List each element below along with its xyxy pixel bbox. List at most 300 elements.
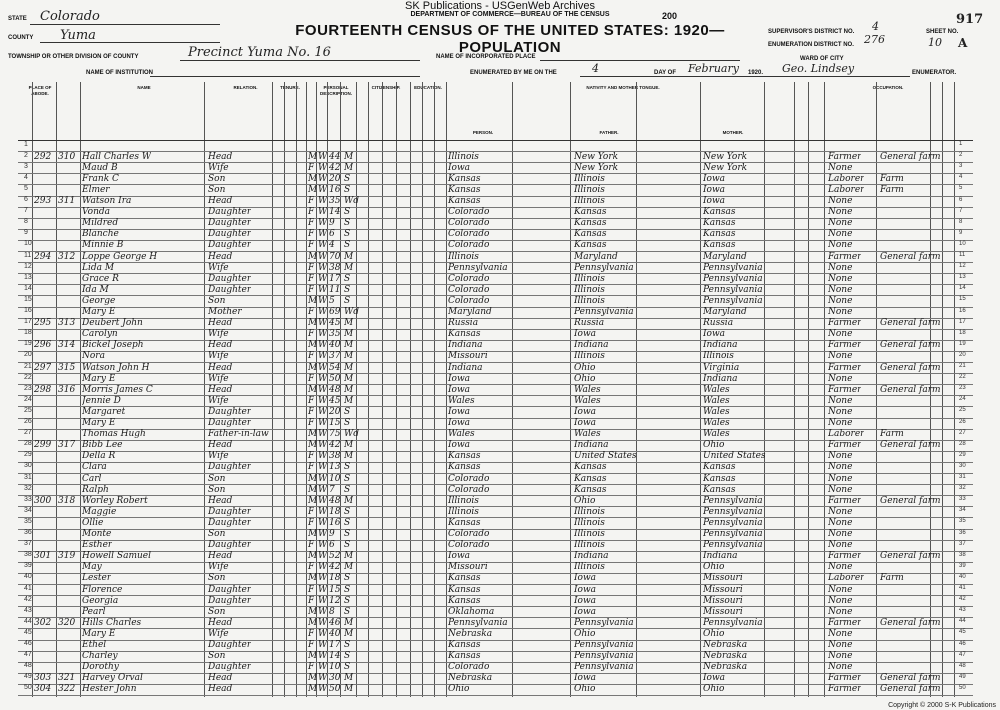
- cell-mother-bp: Kansas: [703, 484, 736, 495]
- cell-sex: M: [308, 495, 318, 506]
- cell-mother-bp: Pennsylvania: [703, 506, 763, 517]
- cell-occupation: None: [828, 484, 853, 495]
- cell-occupation: Farmer: [828, 318, 862, 329]
- cell-name: Minnie B: [82, 240, 124, 251]
- cell-birthplace: Colorado: [448, 529, 490, 539]
- cell-marital: M: [344, 673, 354, 684]
- cell-sex: F: [308, 462, 315, 473]
- cell-relation: Head: [208, 151, 233, 162]
- cell-birthplace: Oklahoma: [448, 606, 495, 617]
- cell-occupation: None: [828, 517, 853, 528]
- cell-marital: M: [344, 373, 354, 384]
- cell-race: W: [318, 462, 328, 473]
- cell-sex: M: [308, 318, 318, 329]
- cell-relation: Wife: [208, 351, 229, 362]
- cell-industry: General farm: [880, 617, 941, 628]
- cell-relation: Daughter: [208, 595, 252, 606]
- cell-relation: Head: [208, 673, 233, 684]
- cell-age: 17: [329, 273, 341, 284]
- cell-rownum: 3: [24, 162, 28, 170]
- cell-marital: M: [344, 162, 354, 173]
- cell-marital: M: [344, 262, 354, 273]
- cell-age: 30: [329, 673, 341, 684]
- cell-race: W: [318, 606, 328, 617]
- cell-occupation: None: [828, 240, 853, 251]
- cell-name: Hall Charles W: [82, 151, 152, 162]
- cell-rownum: 30: [24, 462, 32, 470]
- right-row-number: 28: [959, 440, 966, 447]
- cell-marital: S: [344, 418, 351, 428]
- township-underline: [180, 60, 420, 61]
- cell-dwelling: 292: [34, 151, 52, 162]
- cell-family: 321: [58, 673, 76, 684]
- cell-dwelling: 302: [34, 617, 52, 628]
- cell-father-bp: Illinois: [574, 295, 605, 306]
- right-row-number: 11: [959, 252, 966, 258]
- cell-father-bp: Illinois: [574, 284, 605, 295]
- right-row-number: 48: [959, 662, 966, 669]
- county-label: COUNTY: [8, 35, 34, 41]
- cell-age: 20: [329, 173, 341, 184]
- cell-rownum: 42: [24, 595, 32, 603]
- cell-occupation: Laborer: [828, 184, 865, 195]
- cell-father-bp: Illinois: [574, 173, 605, 184]
- cell-age: 16: [329, 517, 341, 528]
- cell-relation: Wife: [208, 373, 229, 384]
- cell-family: 315: [58, 362, 76, 373]
- department-line: DEPARTMENT OF COMMERCE—BUREAU OF THE CENSUS: [410, 11, 610, 18]
- cell-birthplace: Kansas: [448, 640, 481, 650]
- cell-marital: M: [344, 551, 354, 562]
- cell-mother-bp: Iowa: [703, 173, 726, 184]
- cell-occupation: Laborer: [828, 429, 865, 440]
- cell-marital: S: [344, 229, 351, 240]
- right-row-number: 13: [959, 274, 966, 281]
- cell-occupation: None: [828, 307, 853, 317]
- cell-marital: M: [344, 318, 354, 329]
- right-row-number: 46: [959, 640, 966, 647]
- cell-birthplace: Indiana: [448, 362, 483, 373]
- cell-dwelling: 299: [34, 440, 52, 451]
- county-value: Yuma: [60, 28, 96, 43]
- cell-race: W: [318, 384, 328, 395]
- state-underline: [30, 24, 220, 25]
- cell-occupation: Farmer: [828, 340, 862, 351]
- cell-relation: Daughter: [208, 540, 252, 551]
- cell-father-bp: Ohio: [574, 684, 596, 695]
- cell-occupation: None: [828, 329, 853, 340]
- cell-occupation: None: [828, 606, 853, 617]
- cell-rownum: 15: [24, 295, 32, 303]
- cell-family: 311: [58, 196, 76, 206]
- cell-marital: S: [344, 662, 351, 673]
- cell-mother-bp: Missouri: [703, 606, 743, 617]
- cell-relation: Wife: [208, 395, 229, 406]
- cell-industry: General farm: [880, 684, 941, 695]
- cell-age: 9: [329, 218, 335, 229]
- right-row-number: 31: [959, 474, 966, 480]
- cell-relation: Daughter: [208, 229, 252, 240]
- cell-birthplace: Kansas: [448, 595, 481, 606]
- cell-age: 42: [329, 562, 341, 573]
- cell-sex: M: [308, 251, 318, 262]
- county-underline: [40, 42, 220, 43]
- cell-father-bp: Illinois: [574, 540, 605, 551]
- cell-sex: M: [308, 173, 318, 184]
- cell-sex: F: [308, 562, 315, 573]
- cell-marital: S: [344, 573, 351, 584]
- cell-sex: M: [308, 384, 318, 395]
- cell-family: 310: [58, 151, 76, 162]
- cell-sex: F: [308, 329, 315, 340]
- cell-dwelling: 293: [34, 196, 52, 206]
- cell-mother-bp: Maryland: [703, 251, 747, 262]
- cell-sex: F: [308, 517, 315, 528]
- right-row-number: 22: [959, 374, 966, 381]
- cell-dwelling: 296: [34, 340, 52, 351]
- cell-age: 35: [329, 329, 341, 340]
- cell-rownum: 41: [24, 584, 32, 592]
- cell-age: 16: [329, 184, 341, 195]
- cell-age: 20: [329, 406, 341, 417]
- cell-age: 17: [329, 640, 341, 650]
- enumerator-signature: Geo. Lindsey: [782, 62, 855, 75]
- institution-label: NAME OF INSTITUTION: [86, 70, 153, 76]
- cell-name: Pearl: [82, 606, 106, 617]
- cell-birthplace: Missouri: [448, 562, 488, 573]
- cell-occupation: Farmer: [828, 673, 862, 684]
- right-row-number: 40: [959, 573, 966, 580]
- state-value: Colorado: [40, 9, 100, 24]
- cell-sex: F: [308, 540, 315, 551]
- cell-name: Monte: [82, 529, 112, 539]
- cell-sex: F: [308, 162, 315, 173]
- right-row-number: 43: [959, 607, 966, 614]
- right-row-number: 20: [959, 351, 966, 358]
- cell-age: 15: [329, 418, 341, 428]
- cell-name: Bibb Lee: [82, 440, 123, 451]
- right-row-number: 45: [959, 629, 966, 636]
- cell-father-bp: Wales: [574, 429, 601, 440]
- cell-name: Clara: [82, 462, 107, 473]
- cell-age: 15: [329, 584, 341, 595]
- cell-marital: M: [344, 362, 354, 373]
- cell-relation: Head: [208, 551, 233, 562]
- right-row-number: 10: [959, 240, 966, 247]
- cell-name: Elmer: [82, 184, 110, 195]
- cell-relation: Son: [208, 473, 226, 484]
- cell-mother-bp: Kansas: [703, 473, 736, 484]
- cell-marital: M: [344, 151, 354, 162]
- cell-rownum: 27: [24, 429, 32, 437]
- cell-occupation: None: [828, 262, 853, 273]
- cell-birthplace: Wales: [448, 429, 475, 440]
- cell-mother-bp: Kansas: [703, 218, 736, 229]
- cell-father-bp: Wales: [574, 384, 601, 395]
- cell-occupation: None: [828, 529, 853, 539]
- cell-mother-bp: Nebraska: [703, 640, 748, 650]
- cell-relation: Daughter: [208, 584, 252, 595]
- cell-industry: Farm: [880, 573, 904, 584]
- cell-relation: Daughter: [208, 462, 252, 473]
- sheet-label: SHEET NO.: [926, 29, 959, 35]
- census-title: FOURTEENTH CENSUS OF THE UNITED STATES: 1920—POPULATION: [295, 22, 725, 56]
- cell-name: Hills Charles: [82, 617, 142, 628]
- cell-rownum: 28: [24, 440, 32, 448]
- right-row-number: 8: [959, 218, 963, 225]
- cell-relation: Head: [208, 384, 233, 395]
- census-table: [18, 82, 973, 697]
- cell-mother-bp: Wales: [703, 429, 730, 440]
- cell-name: Deubert John: [82, 318, 143, 329]
- header-citizenship: CITIZENSHIP.: [371, 85, 401, 90]
- cell-rownum: 44: [24, 617, 32, 625]
- right-row-number: 38: [959, 551, 966, 558]
- header-personal-description: PERSONAL DESCRIPTION.: [319, 85, 352, 96]
- cell-age: 5: [329, 295, 335, 306]
- incorporated-label: NAME OF INCORPORATED PLACE: [436, 54, 536, 60]
- incorporated-underline: [540, 60, 740, 61]
- cell-occupation: None: [828, 295, 853, 306]
- cell-mother-bp: Wales: [703, 406, 730, 417]
- cell-occupation: Farmer: [828, 251, 862, 262]
- cell-name: Watson John H: [82, 362, 150, 373]
- cell-father-bp: Iowa: [574, 406, 597, 417]
- cell-race: W: [318, 662, 328, 673]
- cell-occupation: Farmer: [828, 384, 862, 395]
- cell-relation: Daughter: [208, 284, 252, 295]
- cell-relation: Head: [208, 495, 233, 506]
- cell-name: Carolyn: [82, 329, 118, 340]
- cell-mother-bp: Pennsylvania: [703, 540, 763, 551]
- cell-marital: M: [344, 684, 354, 695]
- cell-birthplace: Pennsylvania: [448, 262, 508, 273]
- cell-industry: General farm: [880, 318, 941, 329]
- header-person: PERSON.: [472, 130, 494, 135]
- cell-sex: F: [308, 218, 315, 229]
- cell-birthplace: Kansas: [448, 184, 481, 195]
- cell-marital: S: [344, 606, 351, 617]
- enumerated-month: February: [688, 62, 739, 75]
- cell-industry: General farm: [880, 251, 941, 262]
- cell-relation: Son: [208, 651, 226, 662]
- cell-sex: M: [308, 573, 318, 584]
- cell-race: W: [318, 651, 328, 662]
- cell-father-bp: Indiana: [574, 440, 609, 451]
- cell-birthplace: Kansas: [448, 651, 481, 662]
- cell-relation: Head: [208, 251, 233, 262]
- cell-relation: Daughter: [208, 207, 252, 218]
- cell-relation: Daughter: [208, 517, 252, 528]
- cell-marital: S: [344, 462, 351, 473]
- cell-father-bp: Illinois: [574, 196, 605, 206]
- cell-birthplace: Russia: [448, 318, 479, 329]
- cell-mother-bp: Missouri: [703, 573, 743, 584]
- cell-marital: M: [344, 495, 354, 506]
- cell-age: 7: [329, 484, 335, 495]
- cell-father-bp: Iowa: [574, 573, 597, 584]
- cell-birthplace: Colorado: [448, 207, 490, 218]
- cell-relation: Wife: [208, 162, 229, 173]
- cell-marital: S: [344, 529, 351, 539]
- cell-rownum: 12: [24, 262, 32, 270]
- cell-race: W: [318, 429, 328, 440]
- right-row-number: 39: [959, 562, 966, 569]
- cell-industry: General farm: [880, 384, 941, 395]
- cell-mother-bp: Maryland: [703, 307, 747, 317]
- cell-rownum: 48: [24, 662, 32, 670]
- sheet-value: 10: [928, 36, 942, 49]
- cell-mother-bp: Pennsylvania: [703, 529, 763, 539]
- right-row-number: 21: [959, 363, 966, 369]
- cell-age: 8: [329, 606, 335, 617]
- cell-age: 11: [329, 284, 341, 295]
- cell-mother-bp: Iowa: [703, 184, 726, 195]
- cell-name: Morris James C: [82, 384, 153, 395]
- cell-race: W: [318, 495, 328, 506]
- cell-relation: Father-in-law: [208, 429, 269, 440]
- cell-father-bp: Kansas: [574, 473, 607, 484]
- cell-birthplace: Pennsylvania: [448, 617, 508, 628]
- cell-age: 35: [329, 196, 341, 206]
- cell-birthplace: Kansas: [448, 584, 481, 595]
- cell-name: George: [82, 295, 116, 306]
- cell-birthplace: Nebraska: [448, 673, 493, 684]
- cell-father-bp: Iowa: [574, 329, 597, 340]
- cell-relation: Head: [208, 440, 233, 451]
- cell-relation: Son: [208, 484, 226, 495]
- cell-race: W: [318, 307, 328, 317]
- cell-father-bp: Iowa: [574, 673, 597, 684]
- right-row-number: 16: [959, 307, 966, 314]
- cell-occupation: None: [828, 640, 853, 650]
- cell-sex: F: [308, 273, 315, 284]
- cell-race: W: [318, 684, 328, 695]
- cell-race: W: [318, 251, 328, 262]
- right-row-number: 32: [959, 485, 966, 492]
- cell-birthplace: Kansas: [448, 329, 481, 340]
- right-row-number: 26: [959, 418, 966, 425]
- cell-age: 37: [329, 351, 341, 362]
- cell-relation: Daughter: [208, 218, 252, 229]
- cell-age: 42: [329, 162, 341, 173]
- cell-relation: Head: [208, 340, 233, 351]
- cell-father-bp: Iowa: [574, 584, 597, 595]
- cell-industry: Farm: [880, 429, 904, 440]
- cell-occupation: None: [828, 218, 853, 229]
- cell-mother-bp: Iowa: [703, 196, 726, 206]
- header-education: EDUCATION.: [414, 85, 442, 90]
- cell-mother-bp: Pennsylvania: [703, 295, 763, 306]
- cell-race: W: [318, 351, 328, 362]
- cell-mother-bp: Kansas: [703, 229, 736, 240]
- cell-father-bp: Kansas: [574, 207, 607, 218]
- cell-birthplace: Iowa: [448, 406, 471, 417]
- cell-name: Maud B: [82, 162, 118, 173]
- cell-relation: Son: [208, 295, 226, 306]
- cell-father-bp: Illinois: [574, 273, 605, 284]
- right-row-number: 41: [959, 585, 966, 591]
- cell-mother-bp: Pennsylvania: [703, 617, 763, 628]
- cell-birthplace: Illinois: [448, 506, 479, 517]
- right-row-number: 23: [959, 385, 966, 392]
- cell-father-bp: Pennsylvania: [574, 640, 634, 650]
- cell-mother-bp: Wales: [703, 395, 730, 406]
- cell-name: Watson Ira: [82, 196, 132, 206]
- cell-name: Blanche: [82, 229, 119, 240]
- cell-name: Maggie: [82, 506, 117, 517]
- cell-father-bp: Iowa: [574, 418, 597, 428]
- cell-occupation: None: [828, 451, 853, 462]
- cell-sex: F: [308, 240, 315, 251]
- cell-occupation: Farmer: [828, 684, 862, 695]
- cell-rownum: 7: [24, 207, 28, 215]
- cell-marital: S: [344, 517, 351, 528]
- cell-industry: Farm: [880, 173, 904, 184]
- cell-race: W: [318, 207, 328, 218]
- cell-name: Mary E: [82, 307, 116, 317]
- right-row-number: 9: [959, 229, 963, 236]
- ed-value: 276: [864, 33, 885, 46]
- cell-relation: Head: [208, 617, 233, 628]
- cell-birthplace: Maryland: [448, 307, 492, 317]
- cell-race: W: [318, 184, 328, 195]
- cell-rownum: 13: [24, 273, 32, 281]
- cell-father-bp: Kansas: [574, 218, 607, 229]
- cell-sex: F: [308, 662, 315, 673]
- cell-age: 18: [329, 573, 341, 584]
- cell-race: W: [318, 451, 328, 462]
- header-relation: RELATION.: [233, 85, 258, 90]
- cell-age: 46: [329, 617, 341, 628]
- cell-sex: F: [308, 284, 315, 295]
- cell-race: W: [318, 628, 328, 639]
- cell-rownum: 24: [24, 395, 32, 403]
- right-row-number: 1: [959, 141, 963, 147]
- cell-father-bp: Illinois: [574, 562, 605, 573]
- cell-rownum: 5: [24, 184, 28, 192]
- right-row-number: 5: [959, 185, 963, 192]
- cell-occupation: None: [828, 540, 853, 551]
- year-label: 1920.: [748, 70, 764, 76]
- right-row-number: 36: [959, 529, 966, 536]
- cell-marital: S: [344, 184, 351, 195]
- cell-sex: F: [308, 595, 315, 606]
- cell-marital: S: [344, 506, 351, 517]
- cell-family: 316: [58, 384, 76, 395]
- cell-relation: Son: [208, 184, 226, 195]
- right-row-number: 34: [959, 507, 966, 514]
- cell-birthplace: Colorado: [448, 273, 490, 284]
- state-label: STATE: [8, 16, 27, 22]
- cell-industry: Farm: [880, 184, 904, 195]
- cell-mother-bp: Pennsylvania: [703, 273, 763, 284]
- cell-birthplace: Iowa: [448, 418, 471, 428]
- cell-age: 52: [329, 551, 341, 562]
- cell-race: W: [318, 262, 328, 273]
- cell-marital: S: [344, 284, 351, 295]
- cell-occupation: None: [828, 373, 853, 384]
- cell-marital: S: [344, 540, 351, 551]
- cell-birthplace: Missouri: [448, 351, 488, 362]
- cell-rownum: 9: [24, 229, 28, 237]
- cell-sex: M: [308, 151, 318, 162]
- cell-rownum: 39: [24, 562, 32, 570]
- cell-mother-bp: Pennsylvania: [703, 495, 763, 506]
- cell-sex: F: [308, 307, 315, 317]
- cell-sex: F: [308, 196, 315, 206]
- cell-rownum: 16: [24, 307, 32, 314]
